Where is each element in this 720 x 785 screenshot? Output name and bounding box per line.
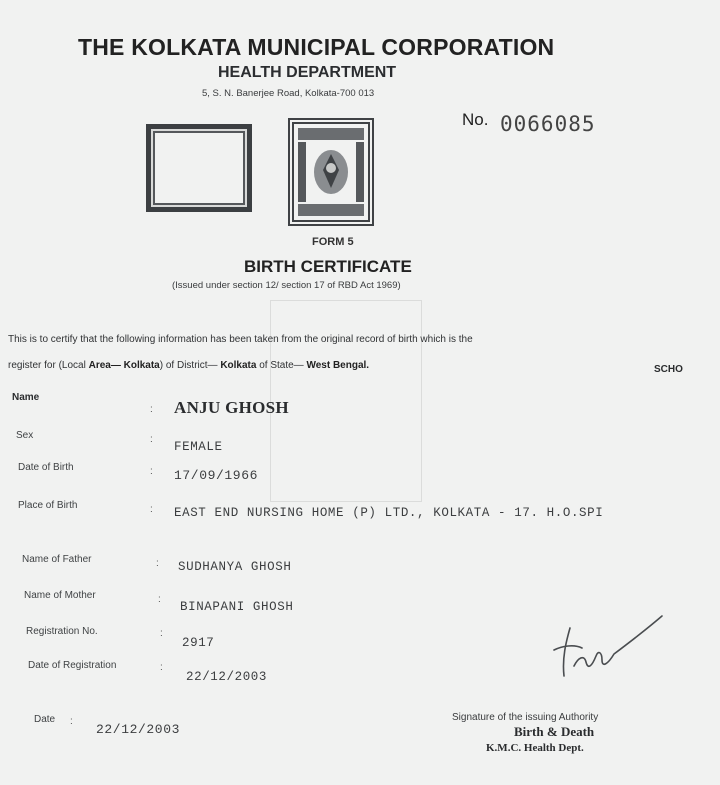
date-label: Date xyxy=(34,714,56,725)
pob-colon: : xyxy=(150,504,153,515)
certificate-number: 0066085 xyxy=(500,112,596,136)
mother-colon: : xyxy=(158,594,161,605)
pob-label: Place of Birth xyxy=(18,500,78,511)
name-value: ANJU GHOSH xyxy=(174,398,289,417)
stamp-line-1: Birth & Death xyxy=(514,724,595,739)
form-number: FORM 5 xyxy=(312,236,354,248)
regdate-label: Date of Registration xyxy=(28,660,117,671)
regno-label: Registration No. xyxy=(26,626,98,637)
date-value: 22/12/2003 xyxy=(96,722,181,737)
signature-icon xyxy=(540,608,670,688)
father-colon: : xyxy=(156,558,159,569)
name-label: Name xyxy=(12,392,40,403)
regno-colon: : xyxy=(160,628,163,639)
kmc-emblem-icon xyxy=(288,118,374,226)
father-value: SUDHANYA GHOSH xyxy=(178,560,292,574)
signature-line: Signature of the issuing Authority xyxy=(452,712,599,723)
photo-box xyxy=(146,124,252,212)
dob-colon: : xyxy=(150,466,153,477)
department-address: 5, S. N. Banerjee Road, Kolkata-700 013 xyxy=(202,88,375,99)
regdate-value: 22/12/2003 xyxy=(186,670,268,684)
date-colon: : xyxy=(70,716,73,727)
mother-label: Name of Mother xyxy=(24,590,96,601)
register-statement: register for (Local Area— Kolkata) of District— Kolkata of State— West Bengal. xyxy=(8,360,370,371)
certify-statement: This is to certify that the following information has been taken from the original record of birth which is the xyxy=(8,334,473,345)
regdate-colon: : xyxy=(160,662,163,673)
stamp-line-2: K.M.C. Health Dept. xyxy=(486,742,584,754)
certificate-number-label: No. xyxy=(462,110,489,129)
dob-value: 17/09/1966 xyxy=(174,468,259,483)
name-colon: : xyxy=(150,404,153,415)
sex-label: Sex xyxy=(16,430,34,441)
department-title: HEALTH DEPARTMENT xyxy=(218,64,397,81)
corporation-title: THE KOLKATA MUNICIPAL CORPORATION xyxy=(78,34,555,60)
mother-value: BINAPANI GHOSH xyxy=(180,600,294,614)
sex-colon: : xyxy=(150,434,153,445)
sex-value: FEMALE xyxy=(174,440,223,454)
issued-under-text: (Issued under section 12/ section 17 of RBD Act 1969) xyxy=(172,280,401,291)
watermark-emblem xyxy=(270,300,422,502)
father-label: Name of Father xyxy=(22,554,92,565)
regno-value: 2917 xyxy=(182,636,215,650)
dob-label: Date of Birth xyxy=(18,462,74,473)
registration-code: SCHO xyxy=(654,364,683,375)
certificate-title: BIRTH CERTIFICATE xyxy=(244,257,412,276)
pob-value: EAST END NURSING HOME (P) LTD., KOLKATA - 17. H.O.SPI xyxy=(174,506,604,520)
